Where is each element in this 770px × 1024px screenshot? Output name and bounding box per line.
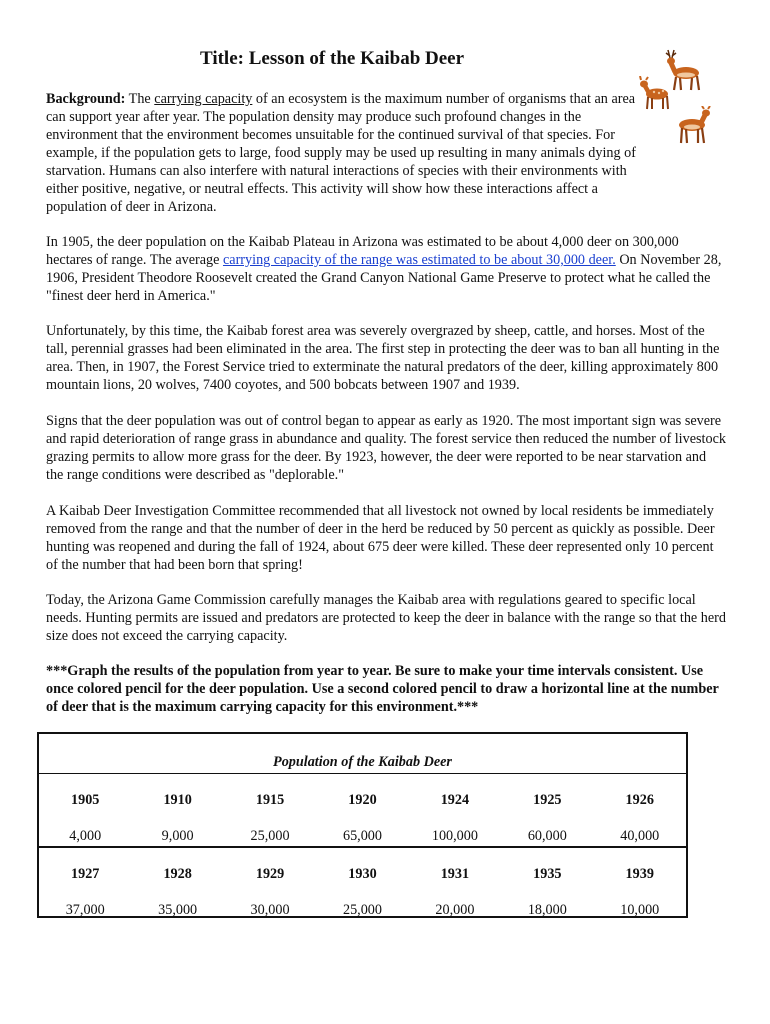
paragraph-overgrazing: Unfortunately, by this time, the Kaibab forest area was severely overgrazed by sheep, cattle, and horses. Most of the tall, perennial grasses had been eliminated in the area. The first step in protecting the deer was to ban all hunting in the area. Then, in 1907, the Forest Service tried to exterminate the natural predators of the deer, killing approximately 800 mountain lions, 20 wolves, 7400 coyotes, and 500 bobcats between 1907 and 1939.: [46, 323, 720, 393]
deer-doe-icon: [676, 106, 714, 144]
population-cell: 4,000: [69, 828, 102, 844]
row-divider: [39, 846, 686, 848]
year-cell: 1928: [163, 866, 192, 882]
population-cell: 40,000: [620, 828, 660, 844]
population-cell: 25,000: [250, 828, 290, 844]
population-cell: 18,000: [527, 902, 567, 918]
background-label: Background:: [46, 91, 126, 107]
paragraph-today: Today, the Arizona Game Commission carefully manages the Kaibab area with regulations geared to specific local needs. Hunting permits are issued and predators are protected to keep the deer in balance with the range so that the herd size does not exceed the carrying capacity.: [46, 592, 726, 644]
year-cell: 1920: [348, 792, 377, 808]
year-cell: 1929: [255, 866, 285, 882]
year-cell: 1915: [255, 792, 285, 808]
year-cell: 1910: [163, 792, 192, 808]
year-cell: 1924: [440, 792, 470, 808]
paragraph-1905: [46, 233, 726, 305]
table-caption: Population of the Kaibab Deer: [273, 754, 452, 770]
population-table: [37, 732, 688, 918]
year-cell: 1926: [625, 792, 654, 808]
paragraph-1905-post: On November 28, 1906, President Theodore Roosevelt created the Grand Canyon National Game Preserve to protect what he called the "finest deer herd in America.": [46, 252, 722, 304]
population-cell: 37,000: [65, 902, 105, 918]
caption-divider: [39, 773, 686, 774]
population-cell: 100,000: [431, 828, 478, 844]
population-cell: 10,000: [620, 902, 660, 918]
year-cell: 1925: [533, 792, 562, 808]
table-row-values-2: [39, 902, 686, 919]
background-text: of an ecosystem is the maximum number of organisms that an area can support year after year. The population density may produce such profound changes in the environment that the environment becomes unsuitable for the continued survival of that species. For example, if the population gets to large, food supply may be used up resulting in many animals dying of starvation. Humans can also interfere with natural interactions of species with their environments with either positive, negative, or neutral effects. This activity will show how these interactions affect a population of deer in Arizona.: [46, 91, 636, 215]
year-cell: 1931: [440, 866, 470, 882]
population-cell: 9,000: [161, 828, 194, 844]
year-cell: 1935: [533, 866, 562, 882]
table-row-values-1: [39, 828, 686, 845]
table-row-years-1: [39, 792, 686, 809]
population-cell: 20,000: [435, 902, 475, 918]
paragraph-committee: A Kaibab Deer Investigation Committee recommended that all livestock not owned by local residents be immediately removed from the range and that the number of deer in the herd be reduced by 50 percent as quickly as possible. Deer hunting was reopened and during the fall of 1924, about 675 deer were killed. These deer represented only 10 percent of the number that had been born that spring!: [46, 503, 715, 573]
year-cell: 1927: [71, 866, 100, 882]
carrying-capacity-term: carrying capacity: [154, 91, 253, 107]
population-cell: 25,000: [342, 902, 382, 918]
table-row-years-2: [39, 866, 686, 883]
year-cell: 1930: [348, 866, 377, 882]
population-cell: 60,000: [527, 828, 567, 844]
population-cell: 30,000: [250, 902, 290, 918]
background-pre: The: [125, 91, 155, 107]
background-paragraph: [46, 90, 646, 216]
paragraph-1905-pre: In 1905, the deer population on the Kaibab Plateau in Arizona was estimated to be about 4,000 deer on 300,000 hectares of range. The average: [46, 234, 679, 268]
page-title: Title: Lesson of the Kaibab Deer: [200, 48, 465, 69]
year-cell: 1939: [625, 866, 654, 882]
population-cell: 35,000: [158, 902, 198, 918]
graph-instructions: ***Graph the results of the population from year to year. Be sure to make your time intervals consistent. Use once colored pencil for the deer population. Use a second colored pencil to draw a horizontal line at the number of deer that is the maximum carrying capacity for this environment.***: [46, 663, 719, 715]
population-cell: 65,000: [342, 828, 382, 844]
year-cell: 1905: [71, 792, 100, 808]
paragraph-signs: Signs that the deer population was out of control began to appear as early as 1920. The most important sign was severe and rapid deterioration of range grass in abundance and quality. The forest service then reduced the number of livestock grazing permits to allow more grass for the deer. By 1923, however, the deer were reported to be near starvation and the range conditions were described as "deplorable.": [46, 413, 726, 483]
carrying-capacity-link[interactable]: carrying capacity of the range was estimated to be about 30,000 deer.: [222, 252, 616, 268]
